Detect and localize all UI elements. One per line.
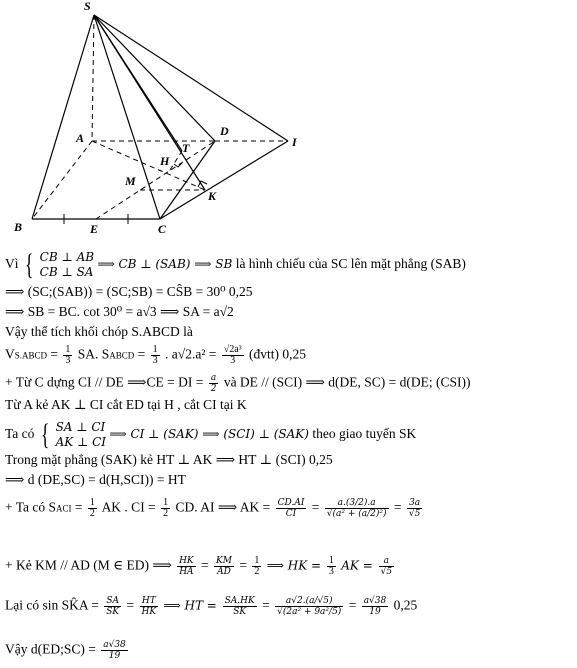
frac-3a-sqrt5: $\frac{3a}{√5}$ <box>408 498 421 519</box>
system-2-row-2: AK ⊥ CI <box>55 435 107 449</box>
line-7: Từ A kẻ AK ⊥ CI cắt ED tại H , cắt CI tại K <box>5 397 247 412</box>
label-s: S <box>84 0 91 13</box>
l12-c: = <box>239 557 251 573</box>
frac-a-sqrt5: $\frac{a}{√5}$ <box>380 556 393 577</box>
frac-final: $\frac{a√38}{19}$ <box>103 640 126 661</box>
l11-d: CD. AI ⟹ AK = <box>175 499 274 515</box>
frac-one-third: $\frac{1}{3}$ <box>65 344 71 366</box>
line-1-math: ⟹ CB ⊥ (SAB) ⟹ SB <box>97 257 233 272</box>
line-9: Trong mặt phẳng (SAK) kẻ HT ⊥ AK ⟹ HT ⊥ (SCI) 0,25 <box>5 452 333 467</box>
l8-b: ⟹ CI ⊥ (SAK) ⟹ (SCI) ⊥ (SAK) <box>109 427 309 442</box>
l5-d: = <box>134 346 149 362</box>
line-1-text: là hình chiếu của SC lên mặt phẳng (SAB) <box>232 256 466 272</box>
label-m: M <box>125 174 136 188</box>
l5-f: (đvtt) 0,25 <box>249 346 307 362</box>
frac-one-half: $\frac{1}{2}$ <box>254 555 260 577</box>
frac-a-half: $\frac{a}{2}$ <box>210 373 217 394</box>
l13-b: = <box>126 597 138 613</box>
l11-e: = <box>311 499 323 515</box>
line-6 <box>5 373 471 394</box>
edge-ed <box>96 141 215 219</box>
edge-ab <box>32 141 92 219</box>
edge-sc <box>94 15 160 219</box>
label-a: A <box>76 131 85 145</box>
label-e: E <box>90 222 99 236</box>
label-i: I <box>292 135 297 149</box>
edge-ht <box>170 151 182 170</box>
line-1 <box>5 250 466 280</box>
l11-c: AK . CI = <box>101 499 160 515</box>
label-t: T <box>182 141 190 155</box>
l13-a: Lại có sin SK̂A = <box>5 597 103 613</box>
frac-half-1: $\frac{1}{2}$ <box>89 497 95 519</box>
l8-c: theo giao tuyến SK <box>308 426 417 442</box>
line-10: ⟹ d (DE,SC) = d(H,SCI)) = HT <box>5 472 186 487</box>
l5-a: V <box>5 346 15 362</box>
line-13 <box>5 596 417 617</box>
line-3: ⟹ SB = BC. cot 30⁰ = a√3 ⟹ SA = a√2 <box>5 304 234 319</box>
frac-ht-hk: $\frac{HT}{HK}$ <box>141 596 157 617</box>
l6-b: và DE // (SCI) ⟹ d(DE, SC) = d(DE; (CSI)) <box>223 374 471 390</box>
line-14 <box>5 640 130 661</box>
l5-c: SA. S <box>77 346 110 362</box>
label-c: C <box>158 222 167 236</box>
l12-b: = <box>201 557 213 573</box>
line-2: ⟹ (SC;(SAB)) = (SC;SB) = CŜB = 30⁰ 0,25 <box>5 284 253 299</box>
frac-one-third-3: $\frac{1}{3}$ <box>328 555 334 577</box>
edge-ci <box>160 141 288 219</box>
frac-ht-expr: $\frac{a√2.(a/√5)}{\text{√(2a² + 9a²/5)}}$ <box>277 596 342 617</box>
label-b: B <box>14 220 23 234</box>
line-1-vi: Vì <box>5 256 19 272</box>
l11-b: = <box>71 499 86 515</box>
l5-b: = <box>47 346 62 362</box>
l5-e: . a√2.a² = <box>165 346 220 362</box>
line-5 <box>5 345 306 366</box>
frac-ak-expr: $\frac{a.(3/2).a}{\text{√(a² + (a/2)²)}}$ <box>326 498 387 519</box>
label-d: D <box>220 124 229 138</box>
line-8 <box>5 420 416 450</box>
system-2-row-1: SA ⊥ CI <box>55 420 106 434</box>
frac-one-third-2: $\frac{1}{3}$ <box>152 344 158 366</box>
frac-result: $\frac{a√38}{19}$ <box>363 596 387 617</box>
system-1-row-1: CB ⊥ AB <box>39 250 95 264</box>
edge-st <box>94 15 182 151</box>
system-1 <box>40 250 94 280</box>
label-h: H <box>160 154 170 168</box>
l6-a: + Từ C dựng CI // DE ⟹CE = DI = <box>5 374 207 390</box>
frac-volume: $\frac{\text{√2a³}}{3}$ <box>223 344 242 366</box>
edge-sa <box>92 15 94 141</box>
system-1-row-2: CB ⊥ SA <box>39 265 94 279</box>
system-2 <box>56 420 106 450</box>
l14-a: Vậy d(ED;SC) = <box>5 641 100 657</box>
frac-cd-ai: $\frac{CD.AI}{CI}$ <box>277 498 305 519</box>
edge-si <box>94 15 288 141</box>
frac-hk-ha: $\frac{HK}{HA}$ <box>179 556 194 577</box>
l5-sub2: ABCD <box>109 350 135 361</box>
l8-a: Ta có <box>5 426 35 442</box>
l11-f: = <box>393 499 405 515</box>
edge-sd <box>94 15 215 141</box>
line-4: Vậy thể tích khối chóp S.ABCD là <box>5 324 193 339</box>
label-k: K <box>208 189 217 203</box>
l12-d: ⟹ HK = <box>266 558 325 573</box>
pyramid-figure <box>0 0 577 245</box>
frac-sa-sk: $\frac{SA}{SK}$ <box>106 596 120 617</box>
l13-c: ⟹ HT = <box>163 598 221 613</box>
frac-sahk-sk: $\frac{SA.HK}{SK}$ <box>224 596 255 617</box>
line-11 <box>5 498 424 519</box>
system-brace: { <box>24 248 34 281</box>
l12-e: AK = <box>341 558 377 573</box>
line-12 <box>5 556 396 577</box>
system-brace-2: { <box>40 418 50 451</box>
l11-a: + Ta có S <box>5 499 57 515</box>
edge-sb <box>32 15 94 219</box>
right-angle-t <box>174 163 182 167</box>
frac-half-2: $\frac{1}{2}$ <box>163 497 169 519</box>
frac-km-ad: $\frac{KM}{AD}$ <box>216 556 232 577</box>
l11-sub: ACI <box>56 503 72 514</box>
l13-d: = <box>262 597 274 613</box>
l12-a: + Kẻ KM // AD (M ∈ ED) ⟹ <box>5 557 172 573</box>
l5-sub: S.ABCD <box>14 350 48 361</box>
l13-e: = <box>348 597 360 613</box>
l13-f: 0,25 <box>393 597 418 613</box>
